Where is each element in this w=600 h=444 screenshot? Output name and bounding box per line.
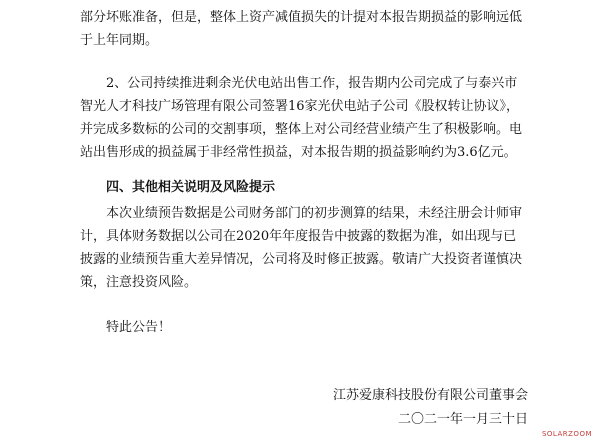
closing-statement: 特此公告！ bbox=[106, 320, 172, 335]
section-heading-risk: 四、其他相关说明及风险提示 bbox=[106, 180, 276, 195]
paragraph-station-sale: 2、公司持续推进剩余光伏电站出售工作，报告期内公司完成了与泰兴市智光人才科技广场管理有限公司签署16家光伏电站子公司《股权转让协议》，并完成多数标的公司的交割事项，整体上对公司经营业绩产生了积极影响。电站出售形成的损益属于非经常性损益，对本报告期的损益影响约为3.6亿元。 bbox=[80, 76, 523, 160]
paragraph-continuation: 部分坏账准备，但是，整体上资产减值损失的计提对本报告期损益的影响远低于上年同期。 bbox=[80, 10, 523, 48]
paragraph-risk-notice: 本次业绩预告数据是公司财务部门的初步测算的结果，未经注册会计师审计，具体财务数据以公司在2020年年度报告中披露的数据为准，如出现与已披露的业绩预告重大差异情况，公司将及时修正披露。敬请广大投资者谨慎决策，注意投资风险。 bbox=[80, 206, 523, 290]
signature-date: 二〇二一年一月三十日 bbox=[397, 412, 528, 427]
watermark-logo: SOLARZOOM bbox=[541, 430, 592, 438]
signature-company: 江苏爱康科技股份有限公司董事会 bbox=[332, 388, 528, 403]
